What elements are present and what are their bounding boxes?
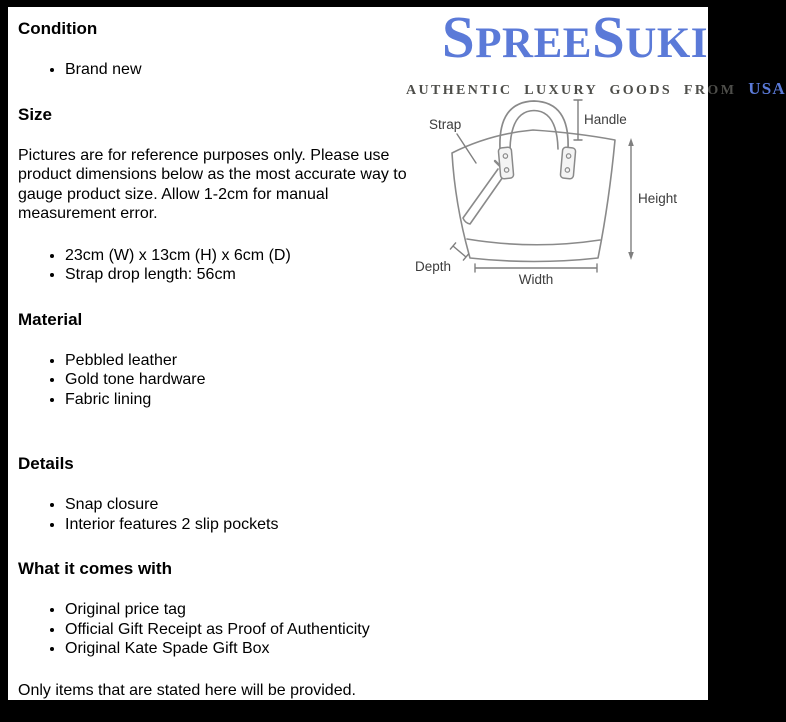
- list-item: • Pebbled leather: [65, 351, 422, 371]
- material-heading: Material: [18, 309, 83, 329]
- handle-label: Handle: [584, 112, 627, 127]
- bag-measurement-diagram: [412, 87, 704, 299]
- brand-logo: [406, 4, 786, 99]
- condition-heading: Condition: [18, 19, 98, 38]
- list-item: • Snap closure: [65, 495, 422, 515]
- height-label: Height: [638, 191, 678, 206]
- product-description-page: [8, 4, 786, 700]
- size-note-paragraph: Pictures are for reference purposes only. Please use product dimensions below as the most accurate way to gauge product size. Allow 1-2cm for manual measurement error.: [18, 146, 407, 222]
- list-item: • Strap drop length: 56cm: [65, 265, 422, 285]
- details-heading: Details: [18, 454, 74, 473]
- depth-label: Depth: [415, 259, 452, 274]
- tagline-accent: USA: [748, 79, 786, 98]
- footer-note: Only items that are stated here will be provided.: [18, 681, 356, 699]
- details-list: [18, 495, 422, 534]
- width-label: Width: [518, 272, 554, 287]
- list-item: • 23cm (W) x 13cm (H) x 6cm (D): [65, 246, 422, 266]
- what-it-comes-with-heading: What it comes with: [18, 559, 172, 578]
- size-heading: Size: [18, 104, 53, 124]
- condition-list: [18, 60, 422, 80]
- size-list: [18, 246, 422, 285]
- tagline-text: AUTHENTIC LUXURY GOODS FROM: [406, 83, 737, 98]
- list-item: • Gold tone hardware: [65, 370, 422, 390]
- brand-letter: S: [591, 4, 626, 70]
- list-item: • Official Gift Receipt as Proof of Authenticity: [65, 620, 422, 640]
- brand-letters: UKI: [625, 20, 708, 67]
- bag-handle-tabs: [498, 147, 576, 179]
- product-details-content: [18, 7, 422, 722]
- list-item: • Original price tag: [65, 600, 422, 620]
- bag-diagram-drawing: [412, 87, 704, 299]
- brand-wordmark: [406, 4, 708, 81]
- what-it-comes-with-list: [18, 600, 422, 659]
- list-item: • Original Kate Spade Gift Box: [65, 639, 422, 659]
- list-item: • Brand new: [65, 60, 422, 80]
- list-item: • Interior features 2 slip pockets: [65, 515, 422, 535]
- brand-letters: PREE: [475, 20, 592, 67]
- material-list: [18, 351, 422, 410]
- list-item: • Fabric lining: [65, 390, 422, 410]
- strap-label: Strap: [429, 117, 462, 132]
- brand-letter: S: [441, 4, 476, 70]
